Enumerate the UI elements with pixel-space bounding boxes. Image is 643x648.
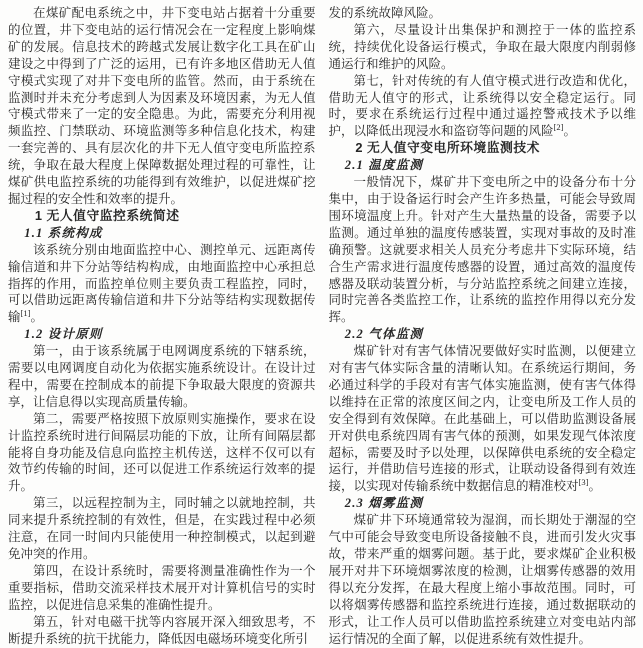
subsection-heading: 1.1 系统构成 [24,225,103,240]
reference-superscript: [1] [20,308,31,319]
paragraph: 第六，尽量设计出集保护和测控于一体的监控系统，持续优化设备运行模式，争取在最大限度内削弱修通运行和维护的风险。 [328,22,636,71]
paragraph: 煤矿井下环境通常较为湿润，而长期处于潮湿的空气中可能会导致变电所设备接触不良，进而引发火灾事故，带来严重的烟雾问题。基于此，要求煤矿企业积极展开对井下环境烟雾浓度的检测，让烟雾传感器的效用得以充分发挥，在最大程度上缩小事故范围。同时，可以将烟雾传感器和监控系统进行连接，通过数据联动的形式，让工作人员可以借助监控系统建立对变电站内部运行情况的全面了解，以促进系统有效性提升。 [328,513,636,646]
paragraph: 第五，针对电磁干扰等内容展开深入细致思考，不断提升系统的抗干扰能力，降低因电磁场环境变化所引 [8,614,316,646]
paragraph: 第三，以远程控制为主，同时辅之以就地控制，共同来提升系统控制的有效性，但是，在实践过程中必须注意，在同一时间内只能使用一种控制模式，以起到避免冲突的作用。 [8,496,316,561]
paragraph: 第二，需要严格按照下放原则实施操作，要求在设计监控系统时进行间隔层功能的下放，让所有间隔层都能将自身功能及信息向监控主机传送，这样不仅可以有效节约传输的时间，还可以促进工作系统运行效率的提升。 [8,411,316,494]
paragraph: 一般情况下，煤矿井下变电所之中的设备分布十分集中，由于设备运行时会产生许多热量，可能会导致周围环境温度上升。针对产生大量热量的设备，需要予以监测。通过单独的温度传感装置，实现对事故的及时准确预警。这就要求相关人员充分考虑井下实际环境，结合生产需求进行温度传感器的设置，通过高效的温度传感器及联动装置分析，与分站监控系统之间建立连接，同时完善各类监控工作，让系统的监控作用得以充分发挥。 [328,175,636,325]
paragraph: 第四，在设计系统时，需要将测量准确性作为一个重要指标，借助交流采样技术展开对计算机信号的实时监控，以促进信息采集的准确性提升。 [8,563,316,612]
section-heading: 1 无人值守监控系统简述 [34,207,180,223]
paragraph: 第一，由于该系统属于电网调度系统的下辖系统，需要以电网调度自动化为依据实施系统设计。在设计过程中，需要在控制成本的前提下争取最大限度的资源共享，让信息得以实现高质量传输。 [8,344,316,409]
reference-superscript: [2] [553,122,564,133]
subsection-heading: 1.2 设计原则 [24,327,103,342]
subsection-heading: 2.1 温度监测 [344,158,424,173]
text-column-right [329,5,637,648]
section-heading: 2 无人值守变电所环境监测技术 [355,140,540,156]
subsection-heading: 2.3 烟雾监测 [344,496,424,511]
paragraph: 在煤矿配电系统之中，井下变电站占据着十分重要的位置，井下变电站的运行情况会在一定程度上影响煤矿的发展。信息技术的跨越式发展让数字化工具在矿山建设之中得到了广泛的运用，已有许多地区借助无人值守模式实现了对井下变电所的监管。然而，由于系统在监测时并未充分考虑到人为因素及环境因素，为无人值守模式带来了一定的安全隐患。为此，需要充分利用视频监控、门禁联动、环境监测等多种信息化技术，构建一套完善的、具有层次化的井下无人值守变电所监控系统，争取在最大程度上保障数据处理过程的可靠性，让煤矿供电监控系统的功能得到有效维护，以促进煤矿挖掘过程的安全性和效率的提升。 [8,6,316,206]
paragraph: 发的系统故障风险。 [328,6,442,20]
text-column-left [8,5,316,648]
paragraph: 煤矿针对有害气体情况要做好实时监测，以便建立对有害气体实际含量的清晰认知。在系统运行期间，务必通过科学的手段对有害气体实施监测，使有害气体得以维持在正常的浓度区间之内，让变电所及工作人员的安全得到有效保障。在此基础上，可以借助监测设备展开对供电系统四周有害气体的预测，如果发现气体浓度超标，需要及时予以处理，以保障供电系统的安全稳定运行，并借助信号连接的形式，让联动设备得到有效连接，以实现对传输系统中数据信息的精准校对[3]。 [328,344,636,494]
paragraph: 第七，针对传统的有人值守模式进行改造和优化，借助无人值守的形式，让系统得以安全稳定运行。同时，要求在系统运行过程中通过遥控警戒技术予以维护，以降低出现浸水和盗窃等问题的风险[2]。 [328,73,636,139]
subsection-heading: 2.2 气体监测 [344,327,424,342]
paragraph: 该系统分别由地面监控中心、测控单元、远距离传输信道和井下分站等结构构成，由地面监控中心承担总指挥的作用，而监控单位则主要负责工程监控，同时，可以借助远距离传输信道和井下分站等结构实现数据传输[1]。 [8,242,316,325]
reference-superscript: [3] [578,477,589,488]
